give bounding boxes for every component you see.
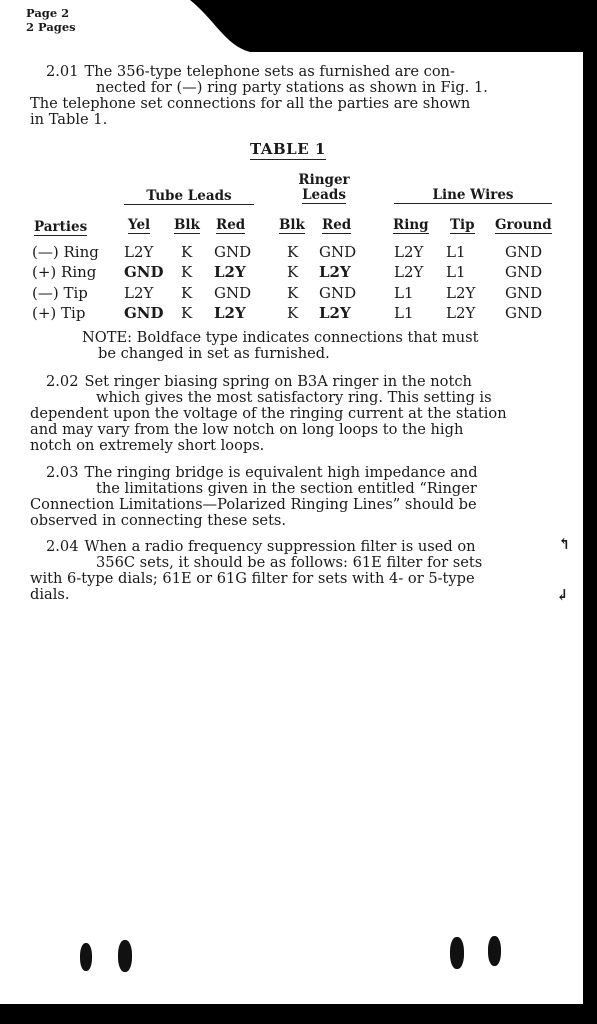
table-cell: L2Y — [394, 263, 424, 281]
paragraph-number: 2.03 — [46, 464, 79, 481]
table-cell: L2Y — [319, 304, 351, 322]
table-cell: GND — [505, 284, 543, 302]
table-cell: GND — [505, 243, 543, 261]
paragraph-line: The 356-type telephone sets as furnished are con- — [84, 63, 455, 80]
table-cell: K — [181, 243, 193, 261]
table-cell: K — [181, 284, 193, 302]
paragraph-2-02 — [30, 374, 558, 454]
binder-hole — [118, 940, 132, 972]
table-row-label: (—) Tip — [32, 284, 88, 302]
scan-edge-bottom — [0, 1004, 597, 1024]
paragraph-line: which gives the most satisfactory ring. This setting is — [96, 389, 492, 406]
table-cell: L2Y — [214, 263, 246, 281]
paragraph-2-04 — [30, 539, 558, 603]
group-header-ringer — [292, 173, 356, 204]
table-cell: GND — [505, 304, 543, 322]
table-cell: GND — [319, 243, 357, 261]
paragraph-2-03 — [30, 465, 558, 529]
paragraph-line: with 6-type dials; 61E or 61G filter for sets with 4- or 5-type — [30, 570, 475, 587]
page-number: Page 2 — [26, 6, 70, 20]
table-cell: K — [287, 284, 299, 302]
paragraph-number: 2.01 — [46, 63, 79, 80]
column-header-red: Red — [216, 217, 246, 233]
paragraph-line: the limitations given in the section entitled “Ringer — [96, 480, 477, 497]
table-cell: K — [287, 304, 299, 322]
paragraph-number: 2.02 — [46, 373, 79, 390]
table-cell: L2Y — [124, 284, 154, 302]
table-row-label: (+) Ring — [32, 263, 97, 281]
page-corner-shadow — [0, 0, 597, 60]
change-start-mark-icon: ↰ — [558, 535, 571, 553]
column-header-ringer-red: Red — [322, 217, 352, 233]
table-cell: GND — [214, 243, 252, 261]
table-cell: L2Y — [319, 263, 351, 281]
group-header-tube-leads: Tube Leads — [124, 189, 254, 205]
table-cell: K — [287, 243, 299, 261]
column-header-ring: Ring — [393, 217, 429, 233]
column-header-tip: Tip — [450, 217, 475, 233]
group-header-ringer-line1: Ringer — [298, 172, 350, 188]
paragraph-line: Set ringer biasing spring on B3A ringer in the notch — [84, 373, 472, 390]
paragraph-line: nected for (—) ring party stations as shown in Fig. 1. — [96, 79, 488, 96]
table-cell: L1 — [394, 284, 414, 302]
table-cell: GND — [214, 284, 252, 302]
column-header-ground: Ground — [495, 217, 552, 233]
column-header-parties: Parties — [34, 219, 88, 235]
table-cell: L2Y — [124, 243, 154, 261]
table-cell: K — [181, 304, 193, 322]
paragraph-2-01 — [30, 64, 558, 128]
table-cell: L1 — [446, 263, 466, 281]
paragraph-line: Connection Limitations—Polarized Ringing Lines” should be — [30, 496, 477, 513]
binder-hole — [450, 937, 464, 969]
paragraph-line: in Table 1. — [30, 111, 108, 128]
table-row-label: (+) Tip — [32, 304, 86, 322]
paragraph-line: The telephone set connections for all the parties are shown — [30, 95, 471, 112]
table-cell: L1 — [446, 243, 466, 261]
paragraph-line: dependent upon the voltage of the ringing current at the station — [30, 405, 507, 422]
table-title: TABLE 1 — [250, 140, 326, 158]
change-end-mark-icon: ↲ — [556, 586, 569, 604]
table-cell: L1 — [394, 304, 414, 322]
table-cell: GND — [124, 304, 164, 322]
table-cell: L2Y — [446, 304, 476, 322]
page-count: 2 Pages — [26, 20, 76, 34]
group-header-ringer-line2: Leads — [302, 187, 346, 203]
table-cell: L2Y — [446, 284, 476, 302]
scan-edge-right — [583, 0, 597, 1024]
table-note — [82, 330, 556, 362]
paragraph-line: When a radio frequency suppression filter is used on — [84, 538, 476, 555]
paragraph-line: observed in connecting these sets. — [30, 512, 287, 529]
table-cell: L2Y — [214, 304, 246, 322]
paragraph-line: notch on extremely short loops. — [30, 437, 265, 454]
paragraph-line: dials. — [30, 586, 70, 603]
page-header — [26, 6, 76, 34]
paragraph-line: and may vary from the low notch on long loops to the high — [30, 421, 464, 438]
binder-hole — [80, 943, 92, 971]
paragraph-line: The ringing bridge is equivalent high impedance and — [84, 464, 478, 481]
column-header-ringer-blk: Blk — [279, 217, 305, 233]
note-line: NOTE: Boldface type indicates connections that must — [82, 329, 479, 346]
column-header-yel: Yel — [128, 217, 151, 233]
binder-hole — [488, 936, 501, 966]
table-row-label: (—) Ring — [32, 243, 99, 261]
note-line: be changed in set as furnished. — [98, 345, 330, 362]
column-header-blk: Blk — [174, 217, 200, 233]
table-cell: K — [287, 263, 299, 281]
table-cell: K — [181, 263, 193, 281]
table-cell: GND — [505, 263, 543, 281]
paragraph-number: 2.04 — [46, 538, 79, 555]
group-header-line-wires: Line Wires — [394, 188, 552, 204]
paragraph-line: 356C sets, it should be as follows: 61E filter for sets — [96, 554, 483, 571]
table-cell: GND — [124, 263, 164, 281]
table-cell: GND — [319, 284, 357, 302]
table-cell: L2Y — [394, 243, 424, 261]
